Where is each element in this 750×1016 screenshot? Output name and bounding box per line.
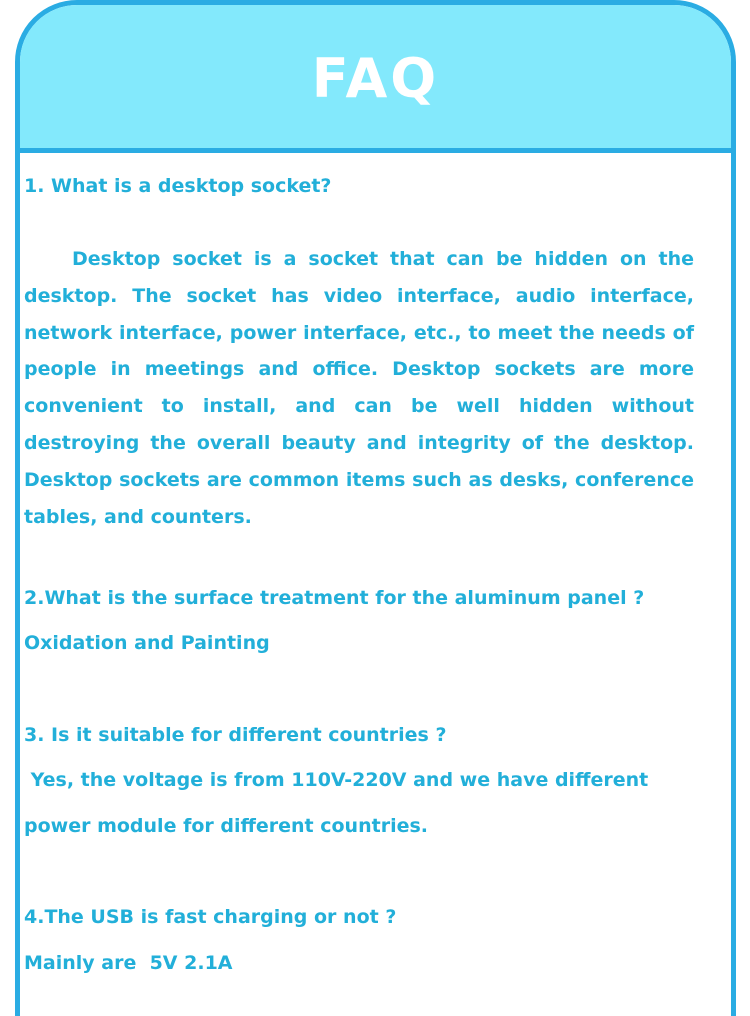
faq-question-3: 3. Is it suitable for different countries ? xyxy=(24,724,447,747)
faq-answer-1 xyxy=(24,241,694,535)
faq-answer-1-text: Desktop socket is a socket that can be hidden on the desktop. The socket has video interface, audio interface, network interface, power interface, etc., to meet the needs of people in meetings and office. Desktop sockets are more convenient to install, and can be well hidden without destroying the overall beauty and integrity of the desktop. Desktop sockets are common items such as desks, conference tables, and counters. xyxy=(24,248,694,528)
page-title: FAQ xyxy=(311,47,440,110)
faq-question-1: 1. What is a desktop socket? xyxy=(24,175,332,197)
faq-question-2: 2.What is the surface treatment for the aluminum panel ? xyxy=(24,587,645,610)
faq-content xyxy=(24,148,694,982)
faq-answer-3-line-2: power module for different countries. xyxy=(24,815,428,838)
faq-question-4: 4.The USB is fast charging or not ? xyxy=(24,906,397,929)
faq-answer-4: Mainly are 5V 2.1A xyxy=(24,952,233,975)
faq-answer-3-line-1: Yes, the voltage is from 110V-220V and we have different xyxy=(24,769,649,792)
faq-header xyxy=(20,5,731,153)
faq-answer-2: Oxidation and Painting xyxy=(24,632,270,655)
